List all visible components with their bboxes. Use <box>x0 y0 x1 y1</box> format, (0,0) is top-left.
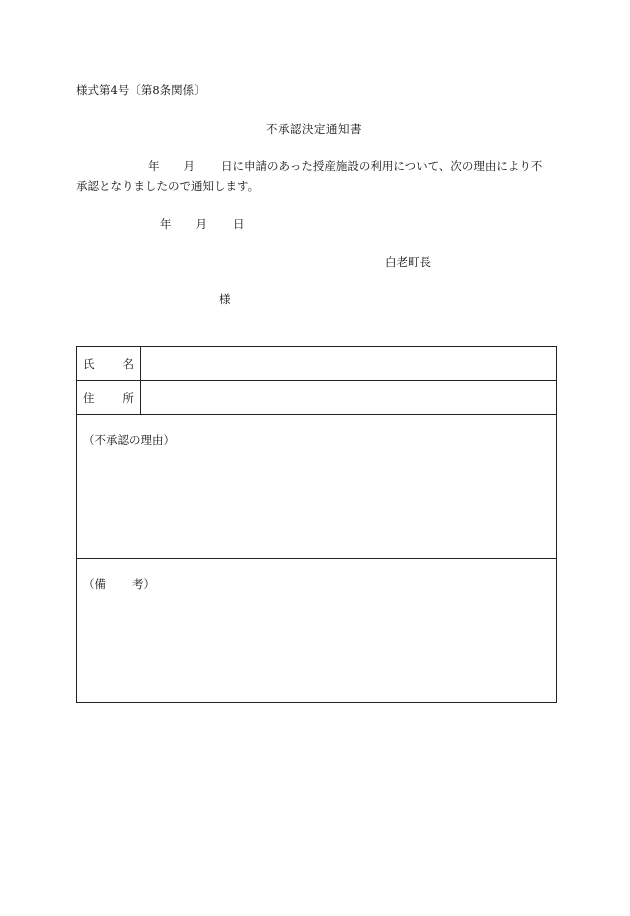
remarks-field[interactable] <box>77 559 557 703</box>
body-text-line-2: 承認となりましたので通知します。 <box>76 179 260 193</box>
date-day-label: 日 <box>233 217 245 231</box>
applicant-info-table <box>76 346 557 703</box>
address-label-right: 所 <box>122 390 134 405</box>
name-label-right: 名 <box>122 356 134 371</box>
body-year-label: 年 <box>148 159 160 173</box>
remarks-row <box>77 559 557 703</box>
body-month-label: 月 <box>183 159 195 173</box>
form-number-label: 様式第4号〔第8条関係〕 <box>76 83 206 97</box>
reason-row <box>77 415 557 559</box>
reason-label: （不承認の理由） <box>83 433 175 447</box>
body-text-line-1 <box>148 161 542 173</box>
name-label-left: 氏 <box>83 356 95 371</box>
address-label-cell <box>77 381 141 415</box>
date-month-label: 月 <box>195 217 207 231</box>
name-row <box>77 347 557 381</box>
name-value-field[interactable] <box>141 347 557 381</box>
date-year-label: 年 <box>160 217 172 231</box>
name-label-cell <box>77 347 141 381</box>
remarks-label-close: 考） <box>132 577 155 591</box>
remarks-label-open: （備 <box>83 577 106 591</box>
date-row <box>160 219 245 231</box>
body-text-rest: 日に申請のあった授産施設の利用について、次の理由により不 <box>221 159 543 173</box>
document-title: 不承認決定通知書 <box>266 122 362 136</box>
address-label-left: 住 <box>83 390 95 405</box>
reason-field[interactable] <box>77 415 557 559</box>
addressee-honorific: 様 <box>219 292 231 306</box>
issuer-name: 白老町長 <box>385 255 431 269</box>
address-value-field[interactable] <box>141 381 557 415</box>
address-row <box>77 381 557 415</box>
